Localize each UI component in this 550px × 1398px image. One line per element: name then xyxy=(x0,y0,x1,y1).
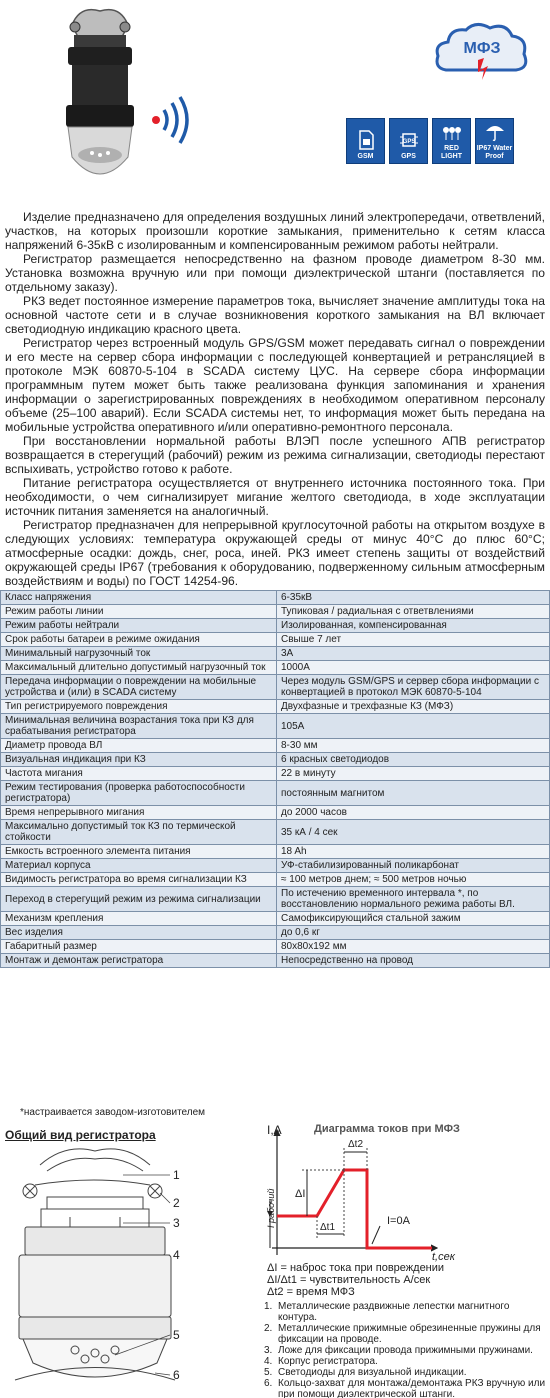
list-item: 5. Светодиоды для визуальной индикации. xyxy=(264,1367,467,1378)
spec-value: 80х80х192 мм xyxy=(277,940,550,954)
description-text xyxy=(5,210,545,588)
spec-parameter: Механизм крепления xyxy=(1,912,277,926)
sim-card-icon xyxy=(354,129,378,151)
legend-item: Δt2 = время МФЗ xyxy=(267,1286,355,1298)
spec-parameter: Переход в стерегущий режим из режима сигнализации xyxy=(1,887,277,912)
spec-parameter: Диаметр провода ВЛ xyxy=(1,739,277,753)
table-row xyxy=(1,954,550,968)
spec-parameter: Класс напряжения xyxy=(1,591,277,605)
spec-parameter: Частота мигания xyxy=(1,767,277,781)
header-area xyxy=(0,0,550,205)
spec-value: 1000А xyxy=(277,661,550,675)
spec-value: 18 Ah xyxy=(277,845,550,859)
badge-gps xyxy=(389,118,428,164)
table-row xyxy=(1,887,550,912)
paragraph: При восстановлении нормальной работы ВЛЭП после успешного АПВ регистратор возвращается в стерегущий (рабочий) режим из режима сигнализации, светодиоды перестают вспыхивать, устройство готово к работе. xyxy=(5,434,545,476)
spec-value: Через модуль GSM/GPS и сервер сбора информации с конвертацией в протокол МЭК 60870-5-104 xyxy=(277,675,550,700)
callout-3: 3 xyxy=(173,1216,180,1230)
spec-value: ≈ 100 метров днем; ≈ 500 метров ночью xyxy=(277,873,550,887)
list-item: 6. Кольцо-захват для монтажа/демонтажа РКЗ вручную или при помощи диэлектрической штанги. xyxy=(264,1378,546,1398)
diagram-legend xyxy=(267,1262,444,1298)
spec-value: 3А xyxy=(277,647,550,661)
spec-value: до 2000 часов xyxy=(277,806,550,820)
table-row xyxy=(1,873,550,887)
spec-parameter: Максимально допустимый ток КЗ по термической стойкости xyxy=(1,820,277,845)
spec-value: Двухфазные и трехфазные КЗ (МФЗ) xyxy=(277,700,550,714)
feature-badges xyxy=(346,118,516,166)
table-row xyxy=(1,753,550,767)
spec-value: 6-35кВ xyxy=(277,591,550,605)
spec-parameter: Монтаж и демонтаж регистратора xyxy=(1,954,277,968)
spec-parameter: Минимальный нагрузочный ток xyxy=(1,647,277,661)
table-row xyxy=(1,661,550,675)
specifications-table xyxy=(0,590,550,968)
umbrella-icon xyxy=(483,121,507,143)
paragraph: Регистратор предназначен для непрерывной круглосуточной работы на открытом воздухе в следующих условиях: температура окружающей среды от минус 40°С до плюс 60°С; атмосферные осадки: дождь, снег, роса, иней. РКЗ имеет степень защиты от воздействий окружающей среды IP67 (требования к оборудованию, подверженному сильным атмосферным воздействиям и воды) по ГОСТ 14254-96. xyxy=(5,518,545,588)
table-row xyxy=(1,767,550,781)
badge-gps-label: GPS xyxy=(401,153,416,160)
chip-icon xyxy=(397,129,421,151)
legend-item: ΔI/Δt1 = чувствительность А/сек xyxy=(267,1274,431,1286)
zero-current-label: I=0A xyxy=(387,1215,410,1227)
table-row xyxy=(1,781,550,806)
spec-parameter: Емкость встроенного элемента питания xyxy=(1,845,277,859)
badge-gsm-label: GSM xyxy=(357,153,374,160)
table-row xyxy=(1,647,550,661)
spec-parameter: Передача информации о повреждении на мобильные устройства и (или) в SCADA систему xyxy=(1,675,277,700)
wireless-signal-icon xyxy=(150,95,195,145)
table-row xyxy=(1,739,550,753)
spec-parameter: Режим работы нейтрали xyxy=(1,619,277,633)
spec-parameter: Видимость регистратора во время сигнализации КЗ xyxy=(1,873,277,887)
i-work-label: I рабочий xyxy=(266,1188,276,1228)
table-row xyxy=(1,605,550,619)
table-row xyxy=(1,700,550,714)
table-row xyxy=(1,619,550,633)
list-item: 4. Корпус регистратора. xyxy=(264,1356,378,1367)
spec-parameter: Срок работы батареи в режиме ожидания xyxy=(1,633,277,647)
table-row xyxy=(1,859,550,873)
mfz-logo xyxy=(432,18,532,88)
device-photo xyxy=(50,5,150,205)
general-view-title: Общий вид регистратора xyxy=(5,1128,156,1142)
delta-t1-label: Δt1 xyxy=(320,1222,336,1233)
paragraph: Регистратор размещается непосредственно на фазном проводе диаметром 8-30 мм. Установка возможна вручную или при помощи диэлектрической штанги (поставляется по отдельному заказу). xyxy=(5,252,545,294)
spec-value: Свыше 7 лет xyxy=(277,633,550,647)
spec-value: Самофиксирующийся стальной зажим xyxy=(277,912,550,926)
current-diagram xyxy=(262,1120,550,1268)
logo-text: МФЗ xyxy=(463,40,501,57)
table-row xyxy=(1,633,550,647)
table-row xyxy=(1,591,550,605)
list-item: 3. Ложе для фиксации провода прижимными пружинами. xyxy=(264,1345,533,1356)
table-row xyxy=(1,926,550,940)
parts-list xyxy=(264,1301,549,1398)
footnote: *настраивается заводом-изготовителем xyxy=(20,1107,206,1118)
table-row xyxy=(1,940,550,954)
spec-value: 6 красных светодиодов xyxy=(277,753,550,767)
badge-red-light xyxy=(432,118,471,164)
spec-value: Непосредственно на провод xyxy=(277,954,550,968)
badge-red-light-label: RED LIGHT xyxy=(441,145,462,160)
paragraph: Изделие предназначено для определения воздушных линий электропередачи, ответвлений, участков, на которых произошли короткие замыкания, применительно к сетям класса напряжений 6-35кВ с изолированным и компенсированным режимом работы нейтрали. xyxy=(5,210,545,252)
x-axis-label: t,сек xyxy=(432,1251,455,1263)
table-row xyxy=(1,912,550,926)
delta-t2-label: Δt2 xyxy=(348,1139,364,1150)
paragraph: Питание регистратора осуществляется от внутреннего источника постоянного тока. При необходимости, о чем сигнализирует мигание желтого светодиода, в ходе эксплуатации источник питания заменяется на аналогичный. xyxy=(5,476,545,518)
diagram-title: Диаграмма токов при МФЗ xyxy=(314,1123,460,1135)
callout-5: 5 xyxy=(173,1328,180,1342)
spec-parameter: Режим тестирования (проверка работоспособности регистратора) xyxy=(1,781,277,806)
y-axis-label: I,A xyxy=(267,1123,282,1137)
spec-value: постоянным магнитом xyxy=(277,781,550,806)
callout-4: 4 xyxy=(173,1248,180,1262)
general-view-drawing xyxy=(5,1145,220,1398)
spec-value: 22 в минуту xyxy=(277,767,550,781)
spec-parameter: Визуальная индикация при КЗ xyxy=(1,753,277,767)
paragraph: Регистратор через встроенный модуль GPS/GSM может передавать сигнал о повреждении и его месте на сервер сбора информации с последующей конвертацией и ретрансляцией в протоколе МЭК 60870-5-104 в SCADA систему ЦУС. На сервере сбора информации программным путем может быть также реализована функция запоминания и хранения информации о зарегистрированных повреждениях в необходимом оперативном персоналу объеме (25–100 аварий). Если SCADA системы нет, то информация может быть передана на мобильные устройства оперативного и/или оперативно-ремонтного персонала. xyxy=(5,336,545,434)
table-row xyxy=(1,714,550,739)
table-row xyxy=(1,820,550,845)
spec-parameter: Минимальная величина возрастания тока при КЗ для срабатывания регистратора xyxy=(1,714,277,739)
badge-ip67 xyxy=(475,118,514,164)
callout-1: 1 xyxy=(173,1168,180,1182)
spec-parameter: Габаритный размер xyxy=(1,940,277,954)
paragraph: РКЗ ведет постоянное измерение параметров тока, вычисляет значение амплитуды тока на основной частоте сети и в случае возникновения короткого замыкания на ВЛ включает светодиодную индикацию красного цвета. xyxy=(5,294,545,336)
spec-parameter: Тип регистрируемого повреждения xyxy=(1,700,277,714)
list-item: 1. Металлические раздвижные лепестки магнитного контура. xyxy=(264,1301,510,1323)
spec-value: 105А xyxy=(277,714,550,739)
spec-value: до 0,6 кг xyxy=(277,926,550,940)
table-row xyxy=(1,806,550,820)
list-item: 2. Металлические прижимные обрезиненные пружины для фиксации на проводе. xyxy=(264,1323,541,1345)
spec-value: 8-30 мм xyxy=(277,739,550,753)
spec-value: УФ-стабилизированный поликарбонат xyxy=(277,859,550,873)
spec-parameter: Материал корпуса xyxy=(1,859,277,873)
spec-parameter: Время непрерывного мигания xyxy=(1,806,277,820)
table-row xyxy=(1,675,550,700)
badge-ip67-label: IP67 Water Proof xyxy=(476,145,513,160)
spec-value: По истечению временного интервала *, по восстановлению нормального режима работы ВЛ. xyxy=(277,887,550,912)
spec-value: Изолированная, компенсированная xyxy=(277,619,550,633)
table-row xyxy=(1,845,550,859)
led-icon xyxy=(440,121,464,143)
spec-value: Тупиковая / радиальная с ответвлениями xyxy=(277,605,550,619)
spec-parameter: Максимальный длительно допустимый нагрузочный ток xyxy=(1,661,277,675)
callout-6: 6 xyxy=(173,1368,180,1382)
spec-parameter: Режим работы линии xyxy=(1,605,277,619)
spec-parameter: Вес изделия xyxy=(1,926,277,940)
legend-item: ΔI = наброс тока при повреждении xyxy=(267,1262,445,1274)
spec-value: 35 кА / 4 сек xyxy=(277,820,550,845)
callout-2: 2 xyxy=(173,1196,180,1210)
delta-i-label: ΔI xyxy=(295,1188,306,1200)
badge-gsm xyxy=(346,118,385,164)
svg-text:GPS: GPS xyxy=(402,139,415,145)
